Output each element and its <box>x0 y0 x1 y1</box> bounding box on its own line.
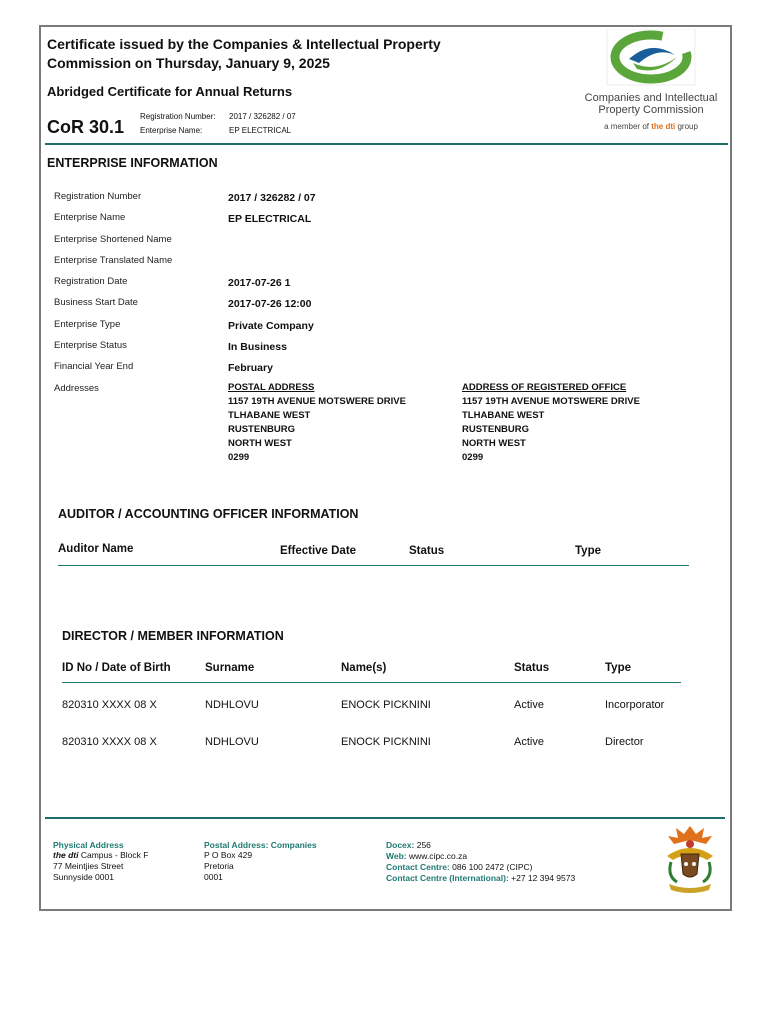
address-line: 0299 <box>228 452 250 463</box>
field-label: Registration Date <box>54 276 128 287</box>
address-line: RUSTENBURG <box>228 424 296 435</box>
cor-number: CoR 30.1 <box>47 117 125 137</box>
coat-of-arms-icon <box>655 822 725 898</box>
director-names: ENOCK PICKNINI <box>341 699 431 711</box>
director-id: 820310 XXXX 08 X <box>62 736 157 748</box>
footer-physical-address <box>53 840 148 883</box>
footer-postal-heading: Postal Address: Companies <box>204 840 317 850</box>
footer-contact: Docex: 256 Web: www.cipc.co.za Contact Centre: 086 100 2472 (CIPC) Contact Centre (International): +27 12 394 9573 <box>386 840 576 883</box>
footer-postal-line1: P O Box 429 <box>204 850 253 860</box>
field-value: 2017-07-26 12:00 <box>228 298 312 310</box>
header-name-value: EP ELECTRICAL <box>229 126 292 135</box>
logo-text-line2: Property Commission <box>598 104 704 116</box>
field-label: Registration Number <box>54 191 142 202</box>
address-line: NORTH WEST <box>228 438 292 449</box>
field-label: Enterprise Type <box>54 319 121 330</box>
field-value: 2017-07-26 1 <box>228 277 291 289</box>
director-col-id: ID No / Date of Birth <box>62 662 171 674</box>
header-name-label: Enterprise Name: <box>140 126 203 135</box>
director-col-type: Type <box>605 662 631 674</box>
field-label: Enterprise Translated Name <box>54 255 173 266</box>
director-surname: NDHLOVU <box>205 736 259 748</box>
director-col-surname: Surname <box>205 662 255 674</box>
director-col-status: Status <box>514 662 550 674</box>
field-label: Enterprise Name <box>54 212 126 223</box>
director-status: Active <box>514 736 544 748</box>
certificate-subtitle: Abridged Certificate for Annual Returns <box>47 84 293 99</box>
address-line: 1157 19TH AVENUE MOTSWERE DRIVE <box>228 396 406 407</box>
field-value: February <box>228 362 273 374</box>
auditor-col-status: Status <box>409 545 445 557</box>
director-header-rule <box>62 682 681 683</box>
certificate-page <box>39 25 732 911</box>
field-label: Enterprise Status <box>54 340 127 351</box>
director-type: Incorporator <box>605 699 665 711</box>
auditor-section-title: AUDITOR / ACCOUNTING OFFICER INFORMATION <box>58 507 359 521</box>
footer-physical-line3: Sunnyside 0001 <box>53 872 114 882</box>
field-label: Addresses <box>54 383 99 394</box>
field-value: 2017 / 326282 / 07 <box>228 192 316 204</box>
header-divider <box>45 143 728 145</box>
address-line: TLHABANE WEST <box>462 410 545 421</box>
footer-physical-line1: the dti Campus - Block F <box>53 850 149 860</box>
postal-address-block <box>228 382 406 465</box>
registered-office-heading: ADDRESS OF REGISTERED OFFICE <box>462 382 627 393</box>
director-names: ENOCK PICKNINI <box>341 736 431 748</box>
director-type: Director <box>605 736 644 748</box>
postal-address-heading: POSTAL ADDRESS <box>228 382 315 393</box>
auditor-col-name: Auditor Name <box>58 543 134 555</box>
footer-web-link[interactable]: www.cipc.co.za <box>409 851 468 861</box>
director-id: 820310 XXXX 08 X <box>62 699 157 711</box>
field-value: In Business <box>228 341 287 353</box>
director-section-title: DIRECTOR / MEMBER INFORMATION <box>62 629 284 643</box>
address-line: NORTH WEST <box>462 438 526 449</box>
footer-postal-line3: 0001 <box>204 872 223 882</box>
director-status: Active <box>514 699 544 711</box>
header-reg-label: Registration Number: <box>140 112 216 121</box>
logo-text-line1: Companies and Intellectual <box>584 92 718 104</box>
cipc-logo-mark-icon <box>581 29 721 87</box>
footer-physical-line2: 77 Meintjies Street <box>53 861 124 871</box>
field-label: Business Start Date <box>54 297 138 308</box>
certificate-title-line1: Certificate issued by the Companies & Intellectual Property <box>47 36 441 52</box>
enterprise-section-title: ENTERPRISE INFORMATION <box>47 156 218 170</box>
footer-postal-line2: Pretoria <box>204 861 234 871</box>
auditor-col-effective-date: Effective Date <box>280 545 357 557</box>
field-label: Enterprise Shortened Name <box>54 234 172 245</box>
logo-member-line: a member of the dti group <box>604 122 698 131</box>
auditor-col-type: Type <box>575 545 601 557</box>
field-value: Private Company <box>228 320 314 332</box>
auditor-header-rule <box>58 565 689 566</box>
field-label: Financial Year End <box>54 361 134 372</box>
director-col-names: Name(s) <box>341 662 387 674</box>
footer-physical-heading: Physical Address <box>53 840 124 850</box>
footer-postal-address <box>204 840 317 883</box>
address-line: TLHABANE WEST <box>228 410 311 421</box>
address-line: 0299 <box>462 452 484 463</box>
header-reg-value: 2017 / 326282 / 07 <box>229 112 296 121</box>
field-value: EP ELECTRICAL <box>228 213 312 225</box>
address-line: RUSTENBURG <box>462 424 530 435</box>
footer-divider <box>45 817 725 819</box>
address-line: 1157 19TH AVENUE MOTSWERE DRIVE <box>462 396 640 407</box>
certificate-title-line2: Commission on Thursday, January 9, 2025 <box>47 55 330 71</box>
cipc-logo <box>581 29 721 139</box>
director-surname: NDHLOVU <box>205 699 259 711</box>
registered-office-block <box>462 382 640 465</box>
